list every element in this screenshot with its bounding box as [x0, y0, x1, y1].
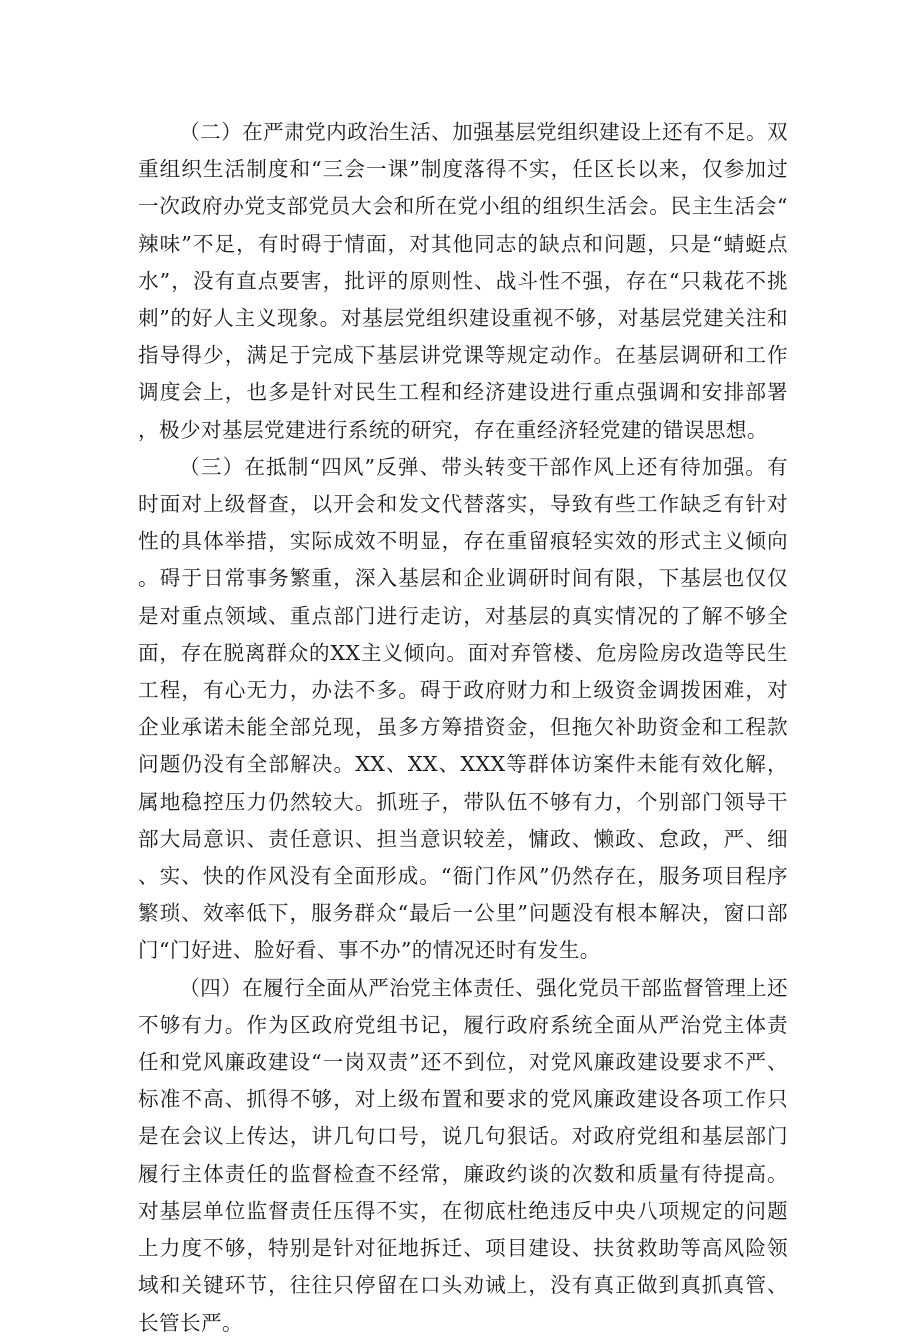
paragraph-section-4: （四）在履行全面从严治党主体责任、强化党员干部监督管理上还不够有力。作为区政府党组书记，履行政府系统全面从严治党主体责任和党风廉政建设“一岗双责”还不到位，对党风廉政建设要求不严、标准不高、抓得不够，对上级布置和要求的党风廉政建设各项工作只是在会议上传达，讲几句口号，说几句狠话。对政府党组和基层部门履行主体责任的监督检查不经常，廉政约谈的次数和质量有待提高。对基层单位监督责任压得不实，在彻底杜绝违反中央八项规定的问题上力度不够，特别是针对征地拆迁、项目建设、扶贫救助等高风险领域和关键环节，往往只停留在口头劝诫上，没有真正做到真抓真管、长管长严。: [138, 975, 789, 1335]
paragraph-section-2: （二）在严肃党内政治生活、加强基层党组织建设上还有不足。双重组织生活制度和“三会一课”制度落得不实，任区长以来，仅参加过一次政府办党支部党员大会和所在党小组的组织生活会。民主生活会“辣味”不足，有时碍于情面，对其他同志的缺点和问题，只是“蜻蜓点水”，没有直点要害，批评的原则性、战斗性不强，存在“只栽花不挑刺”的好人主义现象。对基层党组织建设重视不够，对基层党建关注和指导得少，满足于完成下基层讲党课等规定动作。在基层调研和工作调度会上，也多是针对民生工程和经济建设进行重点强调和安排部署，极少对基层党建进行系统的研究，存在重经济轻党建的错误思想。: [138, 120, 789, 442]
document-body: [138, 114, 788, 1342]
paragraph-section-3: （三）在抵制“四风”反弹、带头转变干部作风上还有待加强。有时面对上级督查，以开会和发文代替落实，导致有些工作缺乏有针对性的具体举措，实际成效不明显，存在重留痕轻实效的形式主义倾向。碍于日常事务繁重，深入基层和企业调研时间有限，下基层也仅仅是对重点领域、重点部门进行走访，对基层的真实情况的了解不够全面，存在脱离群众的XX主义倾向。面对弃管楼、危房险房改造等民生工程，有心无力，办法不多。碍于政府财力和上级资金调拨困难，对企业承诺未能全部兑现，虽多方筹措资金，但拖欠补助资金和工程款问题仍没有全部解决。XX、XX、XXX等群体访案件未能有效化解，属地稳控压力仍然较大。抓班子，带队伍不够有力，个别部门领导干部大局意识、责任意识、担当意识较差，慵政、懒政、怠政，严、细、实、快的作风没有全面形成。“衙门作风”仍然存在，服务项目程序繁琐、效率低下，服务群众“最后一公里”问题没有根本解决，窗口部门“门好进、脸好看、事不办”的情况还时有发生。: [138, 454, 788, 963]
